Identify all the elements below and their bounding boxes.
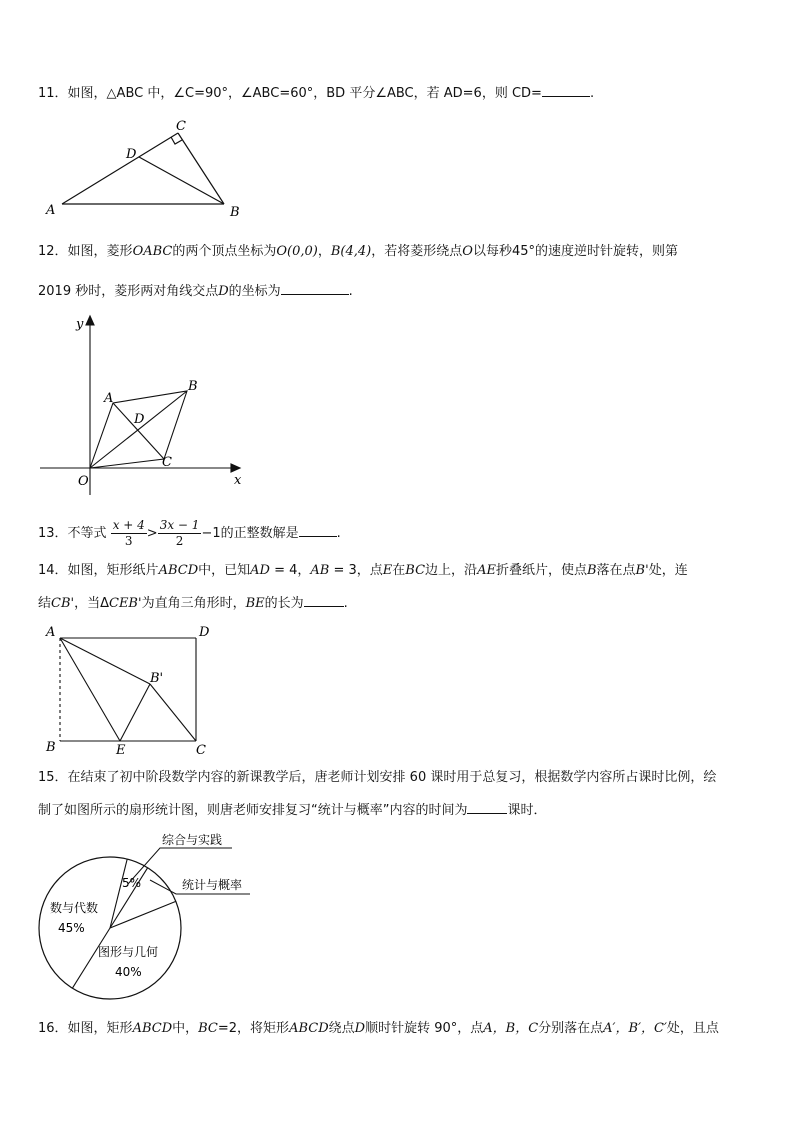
q11-label-A: A	[46, 203, 56, 218]
q14-label-B: B	[46, 740, 56, 755]
q12-d: D	[218, 284, 229, 299]
q16-text: 顺时针旋转 90°，点	[365, 1021, 484, 1036]
q12-label-C: C	[162, 455, 172, 470]
q14-text: 为直角三角形时，	[141, 596, 246, 611]
pie-label-statistics: 统计与概率	[182, 878, 243, 892]
q13-minus-one: −1	[201, 526, 221, 541]
q15-text: 制了如图所示的扇形统计图，则唐老师安排复习“统计与概率”内容的时间为	[38, 803, 468, 818]
pie-value-algebra: 45%	[58, 921, 85, 935]
q12-shape: OABC	[132, 244, 173, 259]
q13-number: 13．	[38, 526, 68, 541]
q13-frac2-num: 3x − 1	[159, 518, 200, 532]
q16-text: 分别落在点	[538, 1021, 604, 1036]
q14-ad: AD	[250, 563, 270, 578]
q12-label-B: B	[188, 379, 198, 394]
q14-cbprime: CB'	[51, 596, 75, 611]
q12-text: 的坐标为	[228, 284, 281, 299]
q12-label-y: y	[76, 317, 84, 332]
q14-be: BE	[245, 596, 265, 611]
q15-text: 在结束了初中阶段数学内容的新课教学后，唐老师计划安排 60 课时用于总复习，根据数学内容所占课时比例，绘	[67, 770, 717, 785]
q12-point-o: O(0,0)	[276, 244, 318, 259]
pie-value-practice: 5%	[122, 876, 142, 890]
q14-label-D: D	[199, 625, 210, 640]
q13-frac1-num: x + 4	[112, 518, 145, 532]
q14-e: E	[382, 563, 393, 578]
q16-text: 如图，矩形	[67, 1021, 133, 1036]
q11-number: 11．	[38, 86, 68, 101]
question-16	[38, 1019, 719, 1039]
q12-label-D: D	[134, 412, 145, 427]
q14-label-C: C	[196, 743, 206, 758]
q14-abcd: ABCD	[158, 563, 199, 578]
q14-text: 处，连	[648, 563, 688, 578]
q14-end: .	[343, 596, 348, 611]
q11-end: .	[589, 86, 595, 101]
q16-text: 处，且点	[666, 1021, 719, 1036]
q12-o: O	[462, 244, 473, 259]
q14-b: B	[586, 563, 597, 578]
q12-text: 以每秒45°的速度逆时针旋转，则第	[472, 244, 678, 259]
q14-text: 落在点	[596, 563, 636, 578]
q16-points-prime: A′，B′，C′	[603, 1021, 667, 1036]
q14-text: = 3，点	[329, 563, 383, 578]
q14-number: 14．	[38, 563, 68, 578]
q16-bc: BC	[198, 1021, 218, 1036]
pie-slice-boundary-practice	[110, 859, 127, 928]
q14-text: 如图，矩形纸片	[67, 563, 159, 578]
pie-slice-boundary-geometry	[110, 901, 176, 928]
q14-text: 中，已知	[198, 563, 251, 578]
q15-number: 15．	[38, 770, 68, 785]
q16-d: D	[354, 1021, 366, 1036]
q14-label-A: A	[46, 625, 56, 640]
q13-frac2-den: 2	[175, 534, 184, 548]
q14-bc: BC	[405, 563, 426, 578]
q14-text: 的长为	[264, 596, 304, 611]
q14-ae: AE	[477, 563, 496, 578]
q14-text: 结	[38, 596, 52, 611]
q12-text: 如图，菱形	[67, 244, 133, 259]
q13-prefix: 不等式	[67, 526, 107, 541]
q14-text: 折叠纸片，使点	[495, 563, 587, 578]
q14-label-Bprime: B'	[150, 671, 164, 686]
q12-point-b: B(4,4)	[330, 244, 372, 259]
q15-text: 课时．	[507, 803, 547, 818]
q12-number: 12．	[38, 244, 68, 259]
q12-text: ，若将菱形绕点	[371, 244, 463, 259]
q14-text: = 4，	[269, 563, 311, 578]
pie-label-algebra: 数与代数	[50, 901, 99, 915]
q16-text: 中，	[172, 1021, 199, 1036]
pie-value-geometry: 40%	[115, 965, 142, 979]
q11-label-B: B	[230, 205, 240, 220]
q12-label-O: O	[78, 474, 89, 489]
q12-sep: ，	[317, 244, 331, 259]
q12-label-x: x	[234, 473, 242, 488]
q16-points: A，B，C	[483, 1021, 539, 1036]
q16-text: =2，将矩形	[217, 1021, 290, 1036]
q16-number: 16．	[38, 1021, 68, 1036]
q16-abcd2: ABCD	[289, 1021, 329, 1036]
q14-text: 在	[392, 563, 406, 578]
q16-text: 绕点	[328, 1021, 355, 1036]
q11-label-D: D	[126, 147, 137, 162]
q11-label-C: C	[176, 119, 186, 134]
q13-end: .	[336, 526, 341, 541]
q12-end: .	[348, 284, 353, 299]
q14-cebprime: CEB'	[109, 596, 142, 611]
q13-suffix: 的正整数解是	[220, 526, 299, 541]
q13-frac1-den: 3	[124, 534, 133, 548]
q14-ab: AB	[310, 563, 330, 578]
q12-text: 的两个顶点坐标为	[172, 244, 277, 259]
q12-label-A: A	[104, 391, 114, 406]
pie-label-practice: 综合与实践	[162, 833, 223, 847]
q13-gt: >	[146, 526, 158, 541]
q11-text: 如图，△ABC 中，∠C=90°，∠ABC=60°，BD 平分∠ABC，若 AD=6，则 CD=	[67, 86, 542, 101]
pie-label-geometry: 图形与几何	[98, 945, 159, 959]
q14-label-E: E	[116, 743, 126, 758]
q14-text: ，当Δ	[74, 596, 109, 611]
q14-text: 边上，沿	[425, 563, 478, 578]
q16-abcd: ABCD	[132, 1021, 173, 1036]
q12-text: 2019 秒时，菱形两对角线交点	[38, 284, 219, 299]
q14-bprime: B'	[635, 563, 649, 578]
